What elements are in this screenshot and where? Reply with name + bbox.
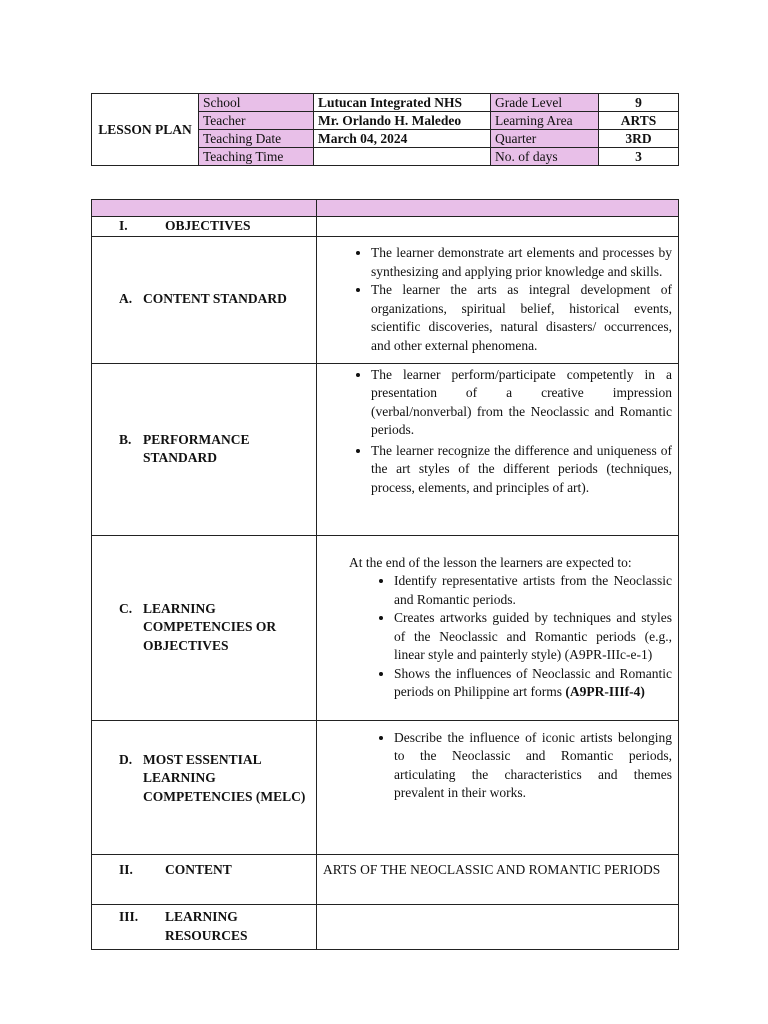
section-label: MOST ESSENTIAL LEARNING COMPETENCIES (MELC)	[143, 751, 306, 804]
list-item: • Creates artworks guided by techniques and styles of the Neoclassic and Romantic periods (e.g., linear style and painterly style) (A9PR-IIIc-e-1)	[394, 609, 672, 665]
content-row	[92, 854, 679, 904]
table-header-cell	[317, 200, 679, 217]
lesson-plan-header-table	[91, 93, 679, 166]
list-item: • The learner the arts as integral development of organizations, spiritual belief, historical events, scientific discoveries, natural disasters/ occurrences, and other external phenomena.	[371, 281, 672, 355]
section-number: A.	[119, 291, 133, 307]
section-label: PERFORMANCE STANDARD	[143, 431, 250, 465]
content-heading	[92, 854, 317, 904]
section-number: II.	[119, 861, 133, 877]
list-item: • The learner perform/participate competently in a presentation of a creative impression (verbal/nonverbal) from the Neoclassic and Romantic periods.	[371, 366, 672, 440]
learning-competencies-intro: At the end of the lesson the learners are expected to:	[349, 554, 632, 570]
grade-level-label: Grade Level	[491, 94, 599, 112]
content-standard-value	[317, 236, 679, 363]
teaching-date-label: Teaching Date	[199, 130, 314, 148]
table-header-cell	[92, 200, 317, 217]
objectives-row	[92, 217, 679, 237]
lesson-plan-title: LESSON PLAN	[92, 94, 199, 166]
section-number: B.	[119, 431, 132, 447]
melc-row	[92, 720, 679, 854]
performance-standard-value	[317, 363, 679, 535]
melc-value	[317, 720, 679, 854]
days-value: 3	[599, 148, 679, 166]
list-item-text: Shows the influences of Neoclassic and Romantic periods on Philippine art forms	[394, 665, 672, 699]
section-label: CONTENT STANDARD	[143, 291, 287, 307]
school-value: Lutucan Integrated NHS	[314, 94, 491, 112]
learning-resources-row	[92, 904, 679, 949]
content-value: ARTS OF THE NEOCLASSIC AND ROMANTIC PERIODS	[317, 854, 679, 904]
teaching-time-value	[314, 148, 491, 166]
content-standard-heading	[92, 236, 317, 363]
learning-area-label: Learning Area	[491, 112, 599, 130]
days-label: No. of days	[491, 148, 599, 166]
section-number: I.	[119, 218, 128, 233]
competency-code: (A9PR-IIIf-4)	[565, 684, 645, 699]
teacher-label: Teacher	[199, 112, 314, 130]
learning-competencies-row	[92, 535, 679, 720]
section-label: CONTENT	[165, 861, 232, 877]
melc-heading	[92, 720, 317, 854]
list-item: • The learner recognize the difference and uniqueness of the art styles of the different periods (techniques, process, elements, and principles of art).	[371, 442, 672, 498]
performance-standard-heading	[92, 363, 317, 535]
teaching-time-label: Teaching Time	[199, 148, 314, 166]
grade-level-value: 9	[599, 94, 679, 112]
list-item: • The learner demonstrate art elements and processes by synthesizing and applying prior knowledge and skills.	[371, 244, 672, 281]
section-label: OBJECTIVES	[165, 218, 251, 233]
list-item: • Describe the influence of iconic artists belonging to the Neoclassic and Romantic periods, articulating the characteristics and themes prevalent in their works.	[394, 729, 672, 803]
learning-competencies-heading	[92, 535, 317, 720]
list-item	[394, 665, 672, 702]
learning-area-value: ARTS	[599, 112, 679, 130]
school-label: School	[199, 94, 314, 112]
performance-standard-row	[92, 363, 679, 535]
quarter-label: Quarter	[491, 130, 599, 148]
learning-competencies-value	[317, 535, 679, 720]
objectives-heading	[92, 217, 317, 237]
quarter-value: 3RD	[599, 130, 679, 148]
section-number: C.	[119, 600, 133, 616]
section-label: LEARNING RESOURCES	[165, 909, 248, 943]
learning-resources-value	[317, 904, 679, 949]
table-header-row	[92, 200, 679, 217]
content-standard-row	[92, 236, 679, 363]
section-number: D.	[119, 751, 133, 767]
learning-resources-heading	[92, 904, 317, 949]
section-number: III.	[119, 909, 139, 924]
list-item: • Identify representative artists from the Neoclassic and Romantic periods.	[394, 572, 672, 609]
teaching-date-value: March 04, 2024	[314, 130, 491, 148]
lesson-plan-body-table	[91, 199, 679, 950]
objectives-value	[317, 217, 679, 237]
section-label: LEARNING COMPETENCIES OR OBJECTIVES	[143, 600, 277, 653]
teacher-value: Mr. Orlando H. Maledeo	[314, 112, 491, 130]
